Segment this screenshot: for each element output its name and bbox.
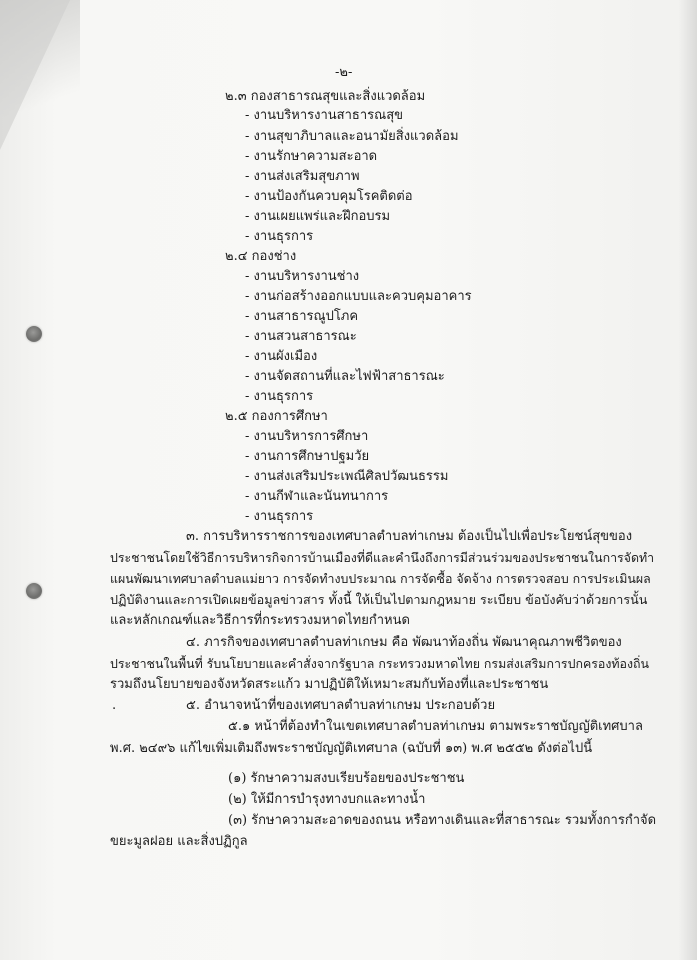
list-item: - งานบริหารงานช่าง — [245, 269, 360, 284]
punch-hole-icon — [26, 583, 42, 599]
page-number: -๒- — [335, 65, 353, 80]
paragraph-3-line: ประชาชนโดยใช้วิธีการบริหารกิจการบ้านเมืองที่ดีและคำนึงถึงการมีส่วนร่วมของประชาชนในการจัดทำ — [110, 550, 655, 565]
list-item: - งานการศึกษาปฐมวัย — [245, 449, 370, 464]
paragraph-3-line: ปฏิบัติงานและการเปิดเผยข้อมูลข่าวสาร ทั้งนี้ ให้เป็นไปตามกฎหมาย ระเบียบ ข้อบังคับว่าด้วยการนั้น — [110, 592, 648, 607]
page-edge-shadow — [679, 0, 697, 960]
duty-item-continuation: ขยะมูลฝอย และสิ่งปฏิกูล — [110, 834, 248, 849]
duty-item: (๓) รักษาความสะอาดของถนน หรือทางเดินและที่สาธารณะ รวมทั้งการกำจัด — [228, 813, 657, 828]
list-item: - งานก่อสร้างออกแบบและควบคุมอาคาร — [245, 289, 472, 304]
list-item: - งานธุรการ — [245, 229, 314, 244]
list-item: - งานป้องกันควบคุมโรคติดต่อ — [245, 189, 413, 204]
list-item: - งานกีฬาและนันทนาการ — [245, 489, 389, 504]
list-item: - งานส่งเสริมสุขภาพ — [245, 169, 360, 184]
list-item: - งานสาธารณูปโภค — [245, 309, 359, 324]
punch-hole-icon — [26, 326, 42, 342]
paragraph-3-line: ๓. การบริหารราชการของเทศบาลตำบลท่าเกษม ต้องเป็นไปเพื่อประโยชน์สุขของ — [186, 529, 633, 544]
list-item: - งานบริหารงานสาธารณสุข — [245, 108, 404, 123]
list-item: - งานส่งเสริมประเพณีศิลปวัฒนธรรม — [245, 469, 449, 484]
paragraph-5-1-line: พ.ศ. ๒๔๙๖ แก้ไขเพิ่มเติมถึงพระราชบัญญัติเทศบาล (ฉบับที่ ๑๓) พ.ศ ๒๕๕๒ ดังต่อไปนี้ — [110, 741, 593, 756]
paragraph-5-line: ๕. อำนาจหน้าที่ของเทศบาลตำบลท่าเกษม ประกอบด้วย — [186, 698, 496, 713]
list-item: - งานบริหารการศึกษา — [245, 429, 369, 444]
duty-item: (๒) ให้มีการบำรุงทางบกและทางน้ำ — [228, 792, 426, 807]
list-item: - งานเผยแพร่และฝึกอบรม — [245, 209, 391, 224]
list-item: - งานรักษาความสะอาด — [245, 149, 378, 164]
list-item: - งานสวนสาธารณะ — [245, 329, 357, 344]
paragraph-5-1-line: ๕.๑ หน้าที่ต้องทำในเขตเทศบาลตำบลท่าเกษม ตามพระราชบัญญัติเทศบาล — [228, 719, 643, 734]
duty-item: (๑) รักษาความสงบเรียบร้อยของประชาชน — [228, 771, 465, 786]
list-item: - งานผังเมือง — [245, 349, 318, 364]
paragraph-4-line: ประชาชนในพื้นที่ รับนโยบายและคำสั่งจากรัฐบาล กระทรวงมหาดไทย กรมส่งเสริมการปกครองท้องถิ่น — [110, 656, 650, 671]
section-heading: ๒.๔ กองช่าง — [225, 249, 297, 264]
section-heading: ๒.๕ กองการศึกษา — [225, 409, 328, 424]
stray-mark: . — [112, 698, 117, 713]
list-item: - งานสุขาภิบาลและอนามัยสิ่งแวดล้อม — [245, 129, 459, 144]
paragraph-4-line: ๔. ภารกิจของเทศบาลตำบลท่าเกษม คือ พัฒนาท้องถิ่น พัฒนาคุณภาพชีวิตของ — [186, 635, 622, 650]
section-heading: ๒.๓ กองสาธารณสุขและสิ่งแวดล้อม — [225, 89, 426, 104]
list-item: - งานจัดสถานที่และไฟฟ้าสาธารณะ — [245, 369, 445, 384]
paragraph-4-line: รวมถึงนโยบายของจังหวัดสระแก้ว มาปฏิบัติให้เหมาะสมกับท้องที่และประชาชน — [110, 677, 549, 692]
list-item: - งานธุรการ — [245, 389, 314, 404]
paragraph-3-line: แผนพัฒนาเทศบาลตำบลแม่ยาว การจัดทำงบประมาณ การจัดซื้อ จัดจ้าง การตรวจสอบ การประเมินผล — [110, 571, 651, 586]
paragraph-3-line: และหลักเกณฑ์และวิธีการที่กระทรวงมหาดไทยกำหนด — [110, 613, 410, 628]
page-fold-corner — [0, 0, 70, 150]
list-item: - งานธุรการ — [245, 509, 314, 524]
